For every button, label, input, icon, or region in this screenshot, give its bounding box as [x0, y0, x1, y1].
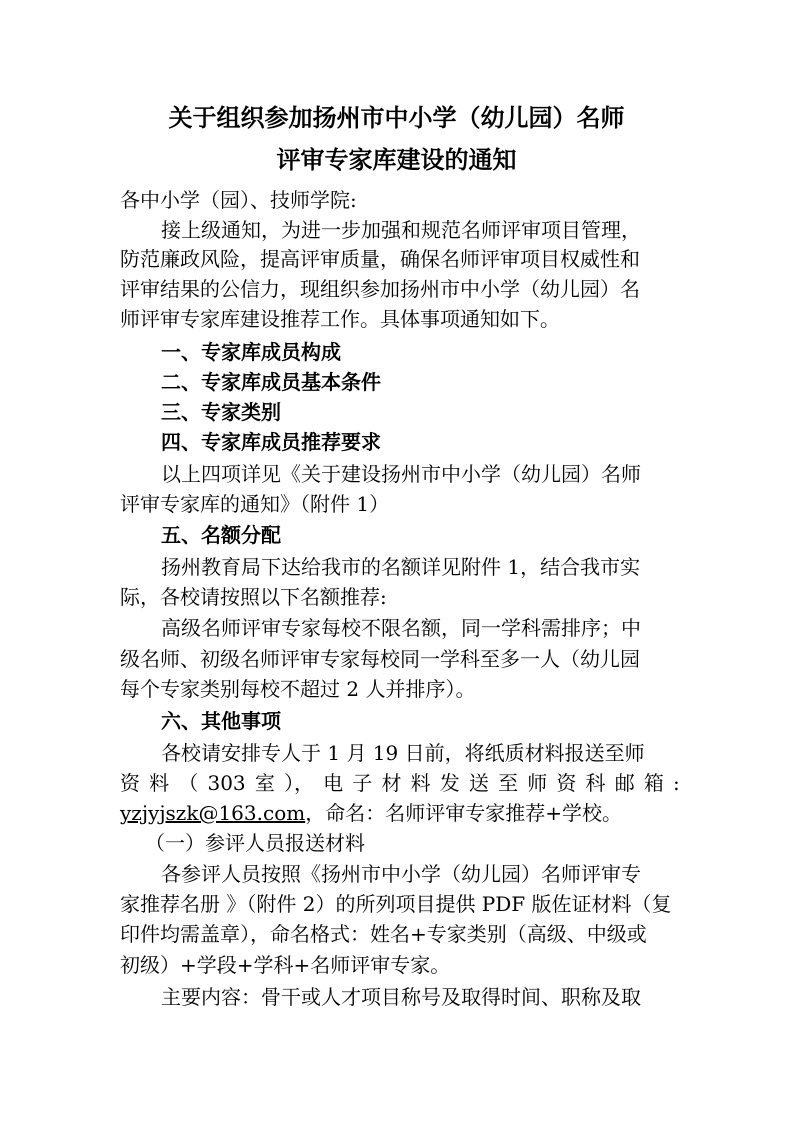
text-segment: 师 [527, 771, 548, 795]
text-segment: 箱 [643, 771, 664, 795]
text-segment: 科 [585, 771, 606, 795]
naming-instruction: ，命名：名师评审专家推荐+学校。 [305, 801, 622, 825]
text-segment: 至 [498, 771, 519, 795]
quota-paragraph-2-line-2: 级名师、初级名师评审专家每校同一学科至多一人（幼儿园 [120, 647, 640, 671]
quota-paragraph-1-line-2: 际，各校请按照以下名额推荐: [120, 585, 387, 609]
materials-line-5: 主要内容：骨干或人才项目称号及取得时间、职称及取 [161, 985, 641, 1009]
document-title-line-2: 评审专家库建设的通知 [276, 146, 517, 174]
quota-paragraph-1-line-1: 扬州教育局下达给我市的名额详见附件 1，结合我市实 [161, 555, 641, 579]
text-segment: 材 [381, 771, 402, 795]
quota-paragraph-2-line-1: 高级名师评审专家每校不限名额，同一学科需排序；中 [161, 616, 641, 640]
text-segment: 料 [410, 771, 431, 795]
intro-line-4: 师评审专家库建设推荐工作。具体事项通知如下。 [120, 307, 560, 331]
text-segment: 子 [352, 771, 373, 795]
materials-line-3: 印件均需盖章），命名格式：姓名+专家类别（高级、中级或 [120, 922, 647, 946]
text-segment: 室 [254, 771, 275, 795]
materials-line-2: 家推荐名册 》（附件 2）的所列项目提供 PDF 版佐证材料（复 [120, 892, 672, 916]
reference-line-1: 以上四项详见《关于建设扬州市中小学（幼儿园）名师 [161, 462, 641, 486]
intro-line-2: 防范廉政风险，提高评审质量，确保名师评审项目权威性和 [120, 247, 640, 271]
section-heading-6: 六、其他事项 [161, 709, 281, 733]
other-line-3 [120, 799, 622, 827]
text-segment: （ [178, 771, 199, 795]
section-heading-2: 二、专家库成员基本条件 [161, 370, 381, 394]
text-segment: ）， [283, 771, 314, 795]
other-line-1: 各校请安排专人于 1 月 19 日前，将纸质材料报送至师 [161, 741, 645, 765]
intro-line-3: 评审结果的公信力，现组织参加扬州市中小学（幼儿园）名 [120, 277, 640, 301]
room-number: 303 [207, 771, 246, 795]
text-segment: 发 [439, 771, 460, 795]
materials-line-1: 各参评人员按照《扬州市中小学（幼儿园）名师评审专 [161, 862, 641, 886]
intro-line-1: 接上级通知，为进一步加强和规范名师评审项目管理， [161, 218, 641, 242]
text-segment: 资 [556, 771, 577, 795]
section-heading-4: 四、专家库成员推荐要求 [161, 430, 381, 454]
subsection-heading-1: （一）参评人员报送材料 [145, 831, 365, 855]
salutation: 各中小学（园）、技师学院: [120, 188, 357, 212]
text-segment: 电 [323, 771, 344, 795]
materials-line-4: 初级）+学段+学科+名师评审专家。 [120, 953, 451, 977]
text-segment: 资 [120, 771, 140, 795]
section-heading-1: 一、专家库成员构成 [161, 340, 341, 364]
text-segment: 送 [468, 771, 489, 795]
reference-line-2: 评审专家库的通知》（附件 1） [120, 492, 390, 516]
text-segment: : [673, 771, 680, 795]
section-heading-3: 三、专家类别 [161, 400, 281, 424]
quota-paragraph-2-line-3: 每个专家类别每校不超过 2 人并排序）。 [120, 677, 476, 701]
text-segment: 邮 [614, 771, 635, 795]
other-line-2 [120, 769, 680, 797]
email-link[interactable]: yzjyjszk@163.com [120, 801, 306, 825]
section-heading-5: 五、名额分配 [161, 523, 281, 547]
document-title-line-1: 关于组织参加扬州市中小学（幼儿园）名师 [168, 104, 625, 132]
text-segment: 料 [149, 771, 170, 795]
